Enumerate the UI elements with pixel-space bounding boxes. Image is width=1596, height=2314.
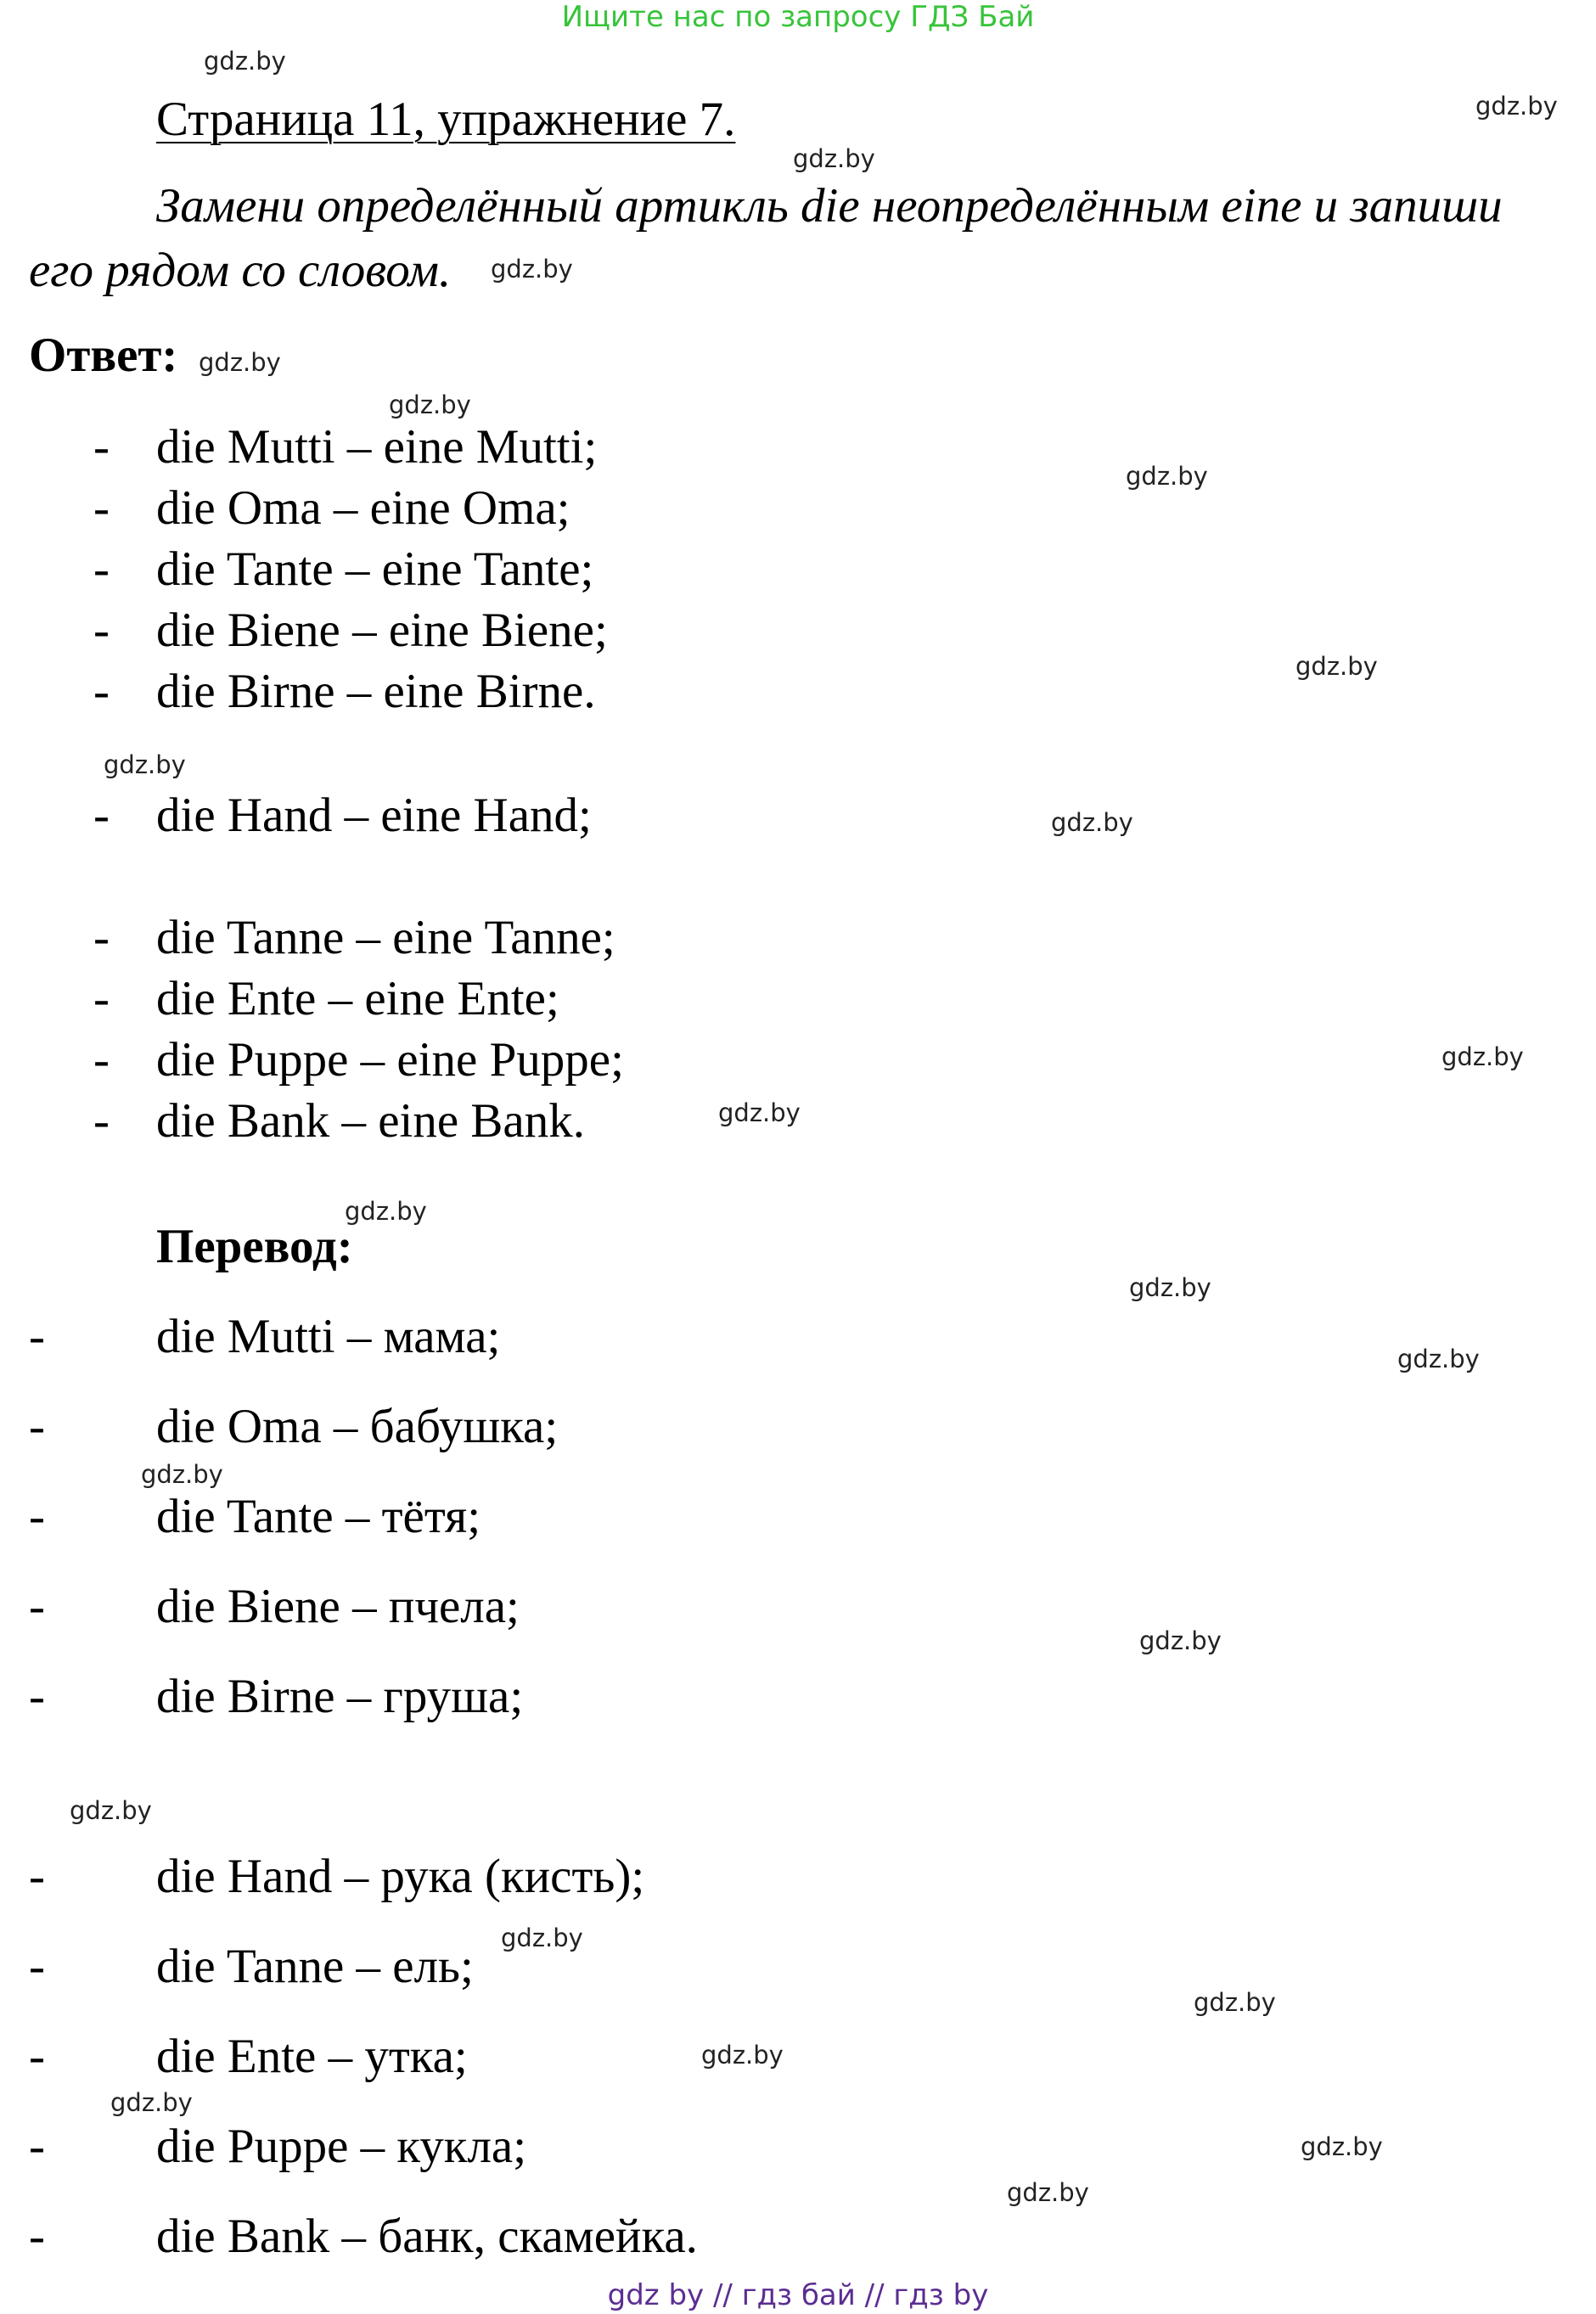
watermark: gdz.by	[1139, 1626, 1222, 1655]
answer-item: die Mutti – eine Mutti;	[156, 420, 598, 474]
translation-item: die Biene – пчела;	[156, 1580, 520, 1633]
translation-dash: -	[29, 1580, 45, 1633]
watermark: gdz.by	[491, 255, 573, 284]
answer-item: die Oma – eine Oma;	[156, 481, 570, 535]
translation-dash: -	[29, 1850, 45, 1903]
answer-item: die Puppe – eine Puppe;	[156, 1033, 624, 1087]
footer-text: gdz by // гдз бай // гдз by	[607, 2278, 989, 2312]
answer-item: die Birne – eine Birne.	[156, 665, 596, 718]
translation-dash: -	[29, 2030, 45, 2083]
watermark: gdz.by	[104, 750, 186, 779]
answer-item: die Bank – eine Bank.	[156, 1094, 585, 1148]
answer-item: die Hand – eine Hand;	[156, 789, 592, 842]
answer-item: die Tante – eine Tante;	[156, 542, 594, 596]
watermark: gdz.by	[1129, 1273, 1211, 1302]
watermark: gdz.by	[204, 47, 286, 76]
watermark: gdz.by	[345, 1197, 427, 1226]
watermark: gdz.by	[199, 348, 281, 377]
task-text-line-2: его рядом со словом.	[29, 244, 452, 297]
watermark: gdz.by	[1397, 1345, 1480, 1373]
translation-dash: -	[29, 1310, 45, 1363]
watermark: gdz.by	[70, 1796, 152, 1825]
answer-dash: -	[93, 420, 110, 474]
translation-item: die Birne – груша;	[156, 1670, 524, 1723]
answer-dash: -	[93, 972, 110, 1025]
translation-item: die Tanne – ель;	[156, 1940, 474, 1993]
translation-label: Перевод:	[156, 1220, 353, 1273]
translation-dash: -	[29, 1670, 45, 1723]
answer-dash: -	[93, 1033, 110, 1087]
translation-item: die Mutti – мама;	[156, 1310, 501, 1363]
watermark: gdz.by	[1194, 1988, 1276, 2017]
answer-item: die Ente – eine Ente;	[156, 972, 559, 1025]
answer-dash: -	[93, 665, 110, 718]
translation-item: die Ente – утка;	[156, 2030, 468, 2083]
answer-dash: -	[93, 481, 110, 535]
translation-dash: -	[29, 1940, 45, 1993]
watermark: gdz.by	[389, 390, 471, 419]
watermark: gdz.by	[1441, 1042, 1524, 1071]
translation-dash: -	[29, 1400, 45, 1453]
translation-dash: -	[29, 2210, 45, 2263]
watermark: gdz.by	[1126, 462, 1208, 491]
watermark: gdz.by	[501, 1924, 583, 1952]
translation-item: die Oma – бабушка;	[156, 1400, 559, 1453]
answer-label: Ответ:	[29, 329, 178, 382]
answer-item: die Tanne – eine Tanne;	[156, 911, 615, 964]
answer-dash: -	[93, 911, 110, 964]
watermark: gdz.by	[1475, 92, 1558, 121]
answer-dash: -	[93, 542, 110, 596]
page-title: Страница 11, упражнение 7.	[156, 93, 736, 146]
task-text-line-1: Замени определённый артикль die неопределённым eine и запиши	[156, 179, 1503, 233]
watermark: gdz.by	[1301, 2132, 1383, 2161]
watermark: gdz.by	[1007, 2178, 1089, 2207]
translation-item: die Puppe – кукла;	[156, 2120, 527, 2173]
translation-item: die Bank – банк, скамейка.	[156, 2210, 698, 2263]
watermark: gdz.by	[110, 2088, 193, 2117]
translation-dash: -	[29, 1490, 45, 1543]
translation-dash: -	[29, 2120, 45, 2173]
answer-dash: -	[93, 789, 110, 842]
watermark: gdz.by	[1295, 652, 1378, 681]
translation-item: die Hand – рука (кисть);	[156, 1850, 645, 1903]
search-banner: Ищите нас по запросу ГДЗ Бай	[561, 0, 1035, 34]
watermark: gdz.by	[1051, 808, 1133, 837]
answer-item: die Biene – eine Biene;	[156, 604, 608, 657]
watermark: gdz.by	[718, 1098, 801, 1127]
answer-dash: -	[93, 604, 110, 657]
answer-dash: -	[93, 1094, 110, 1148]
translation-item: die Tante – тётя;	[156, 1490, 481, 1543]
watermark: gdz.by	[793, 144, 875, 173]
watermark: gdz.by	[701, 2041, 784, 2070]
watermark: gdz.by	[141, 1460, 223, 1489]
